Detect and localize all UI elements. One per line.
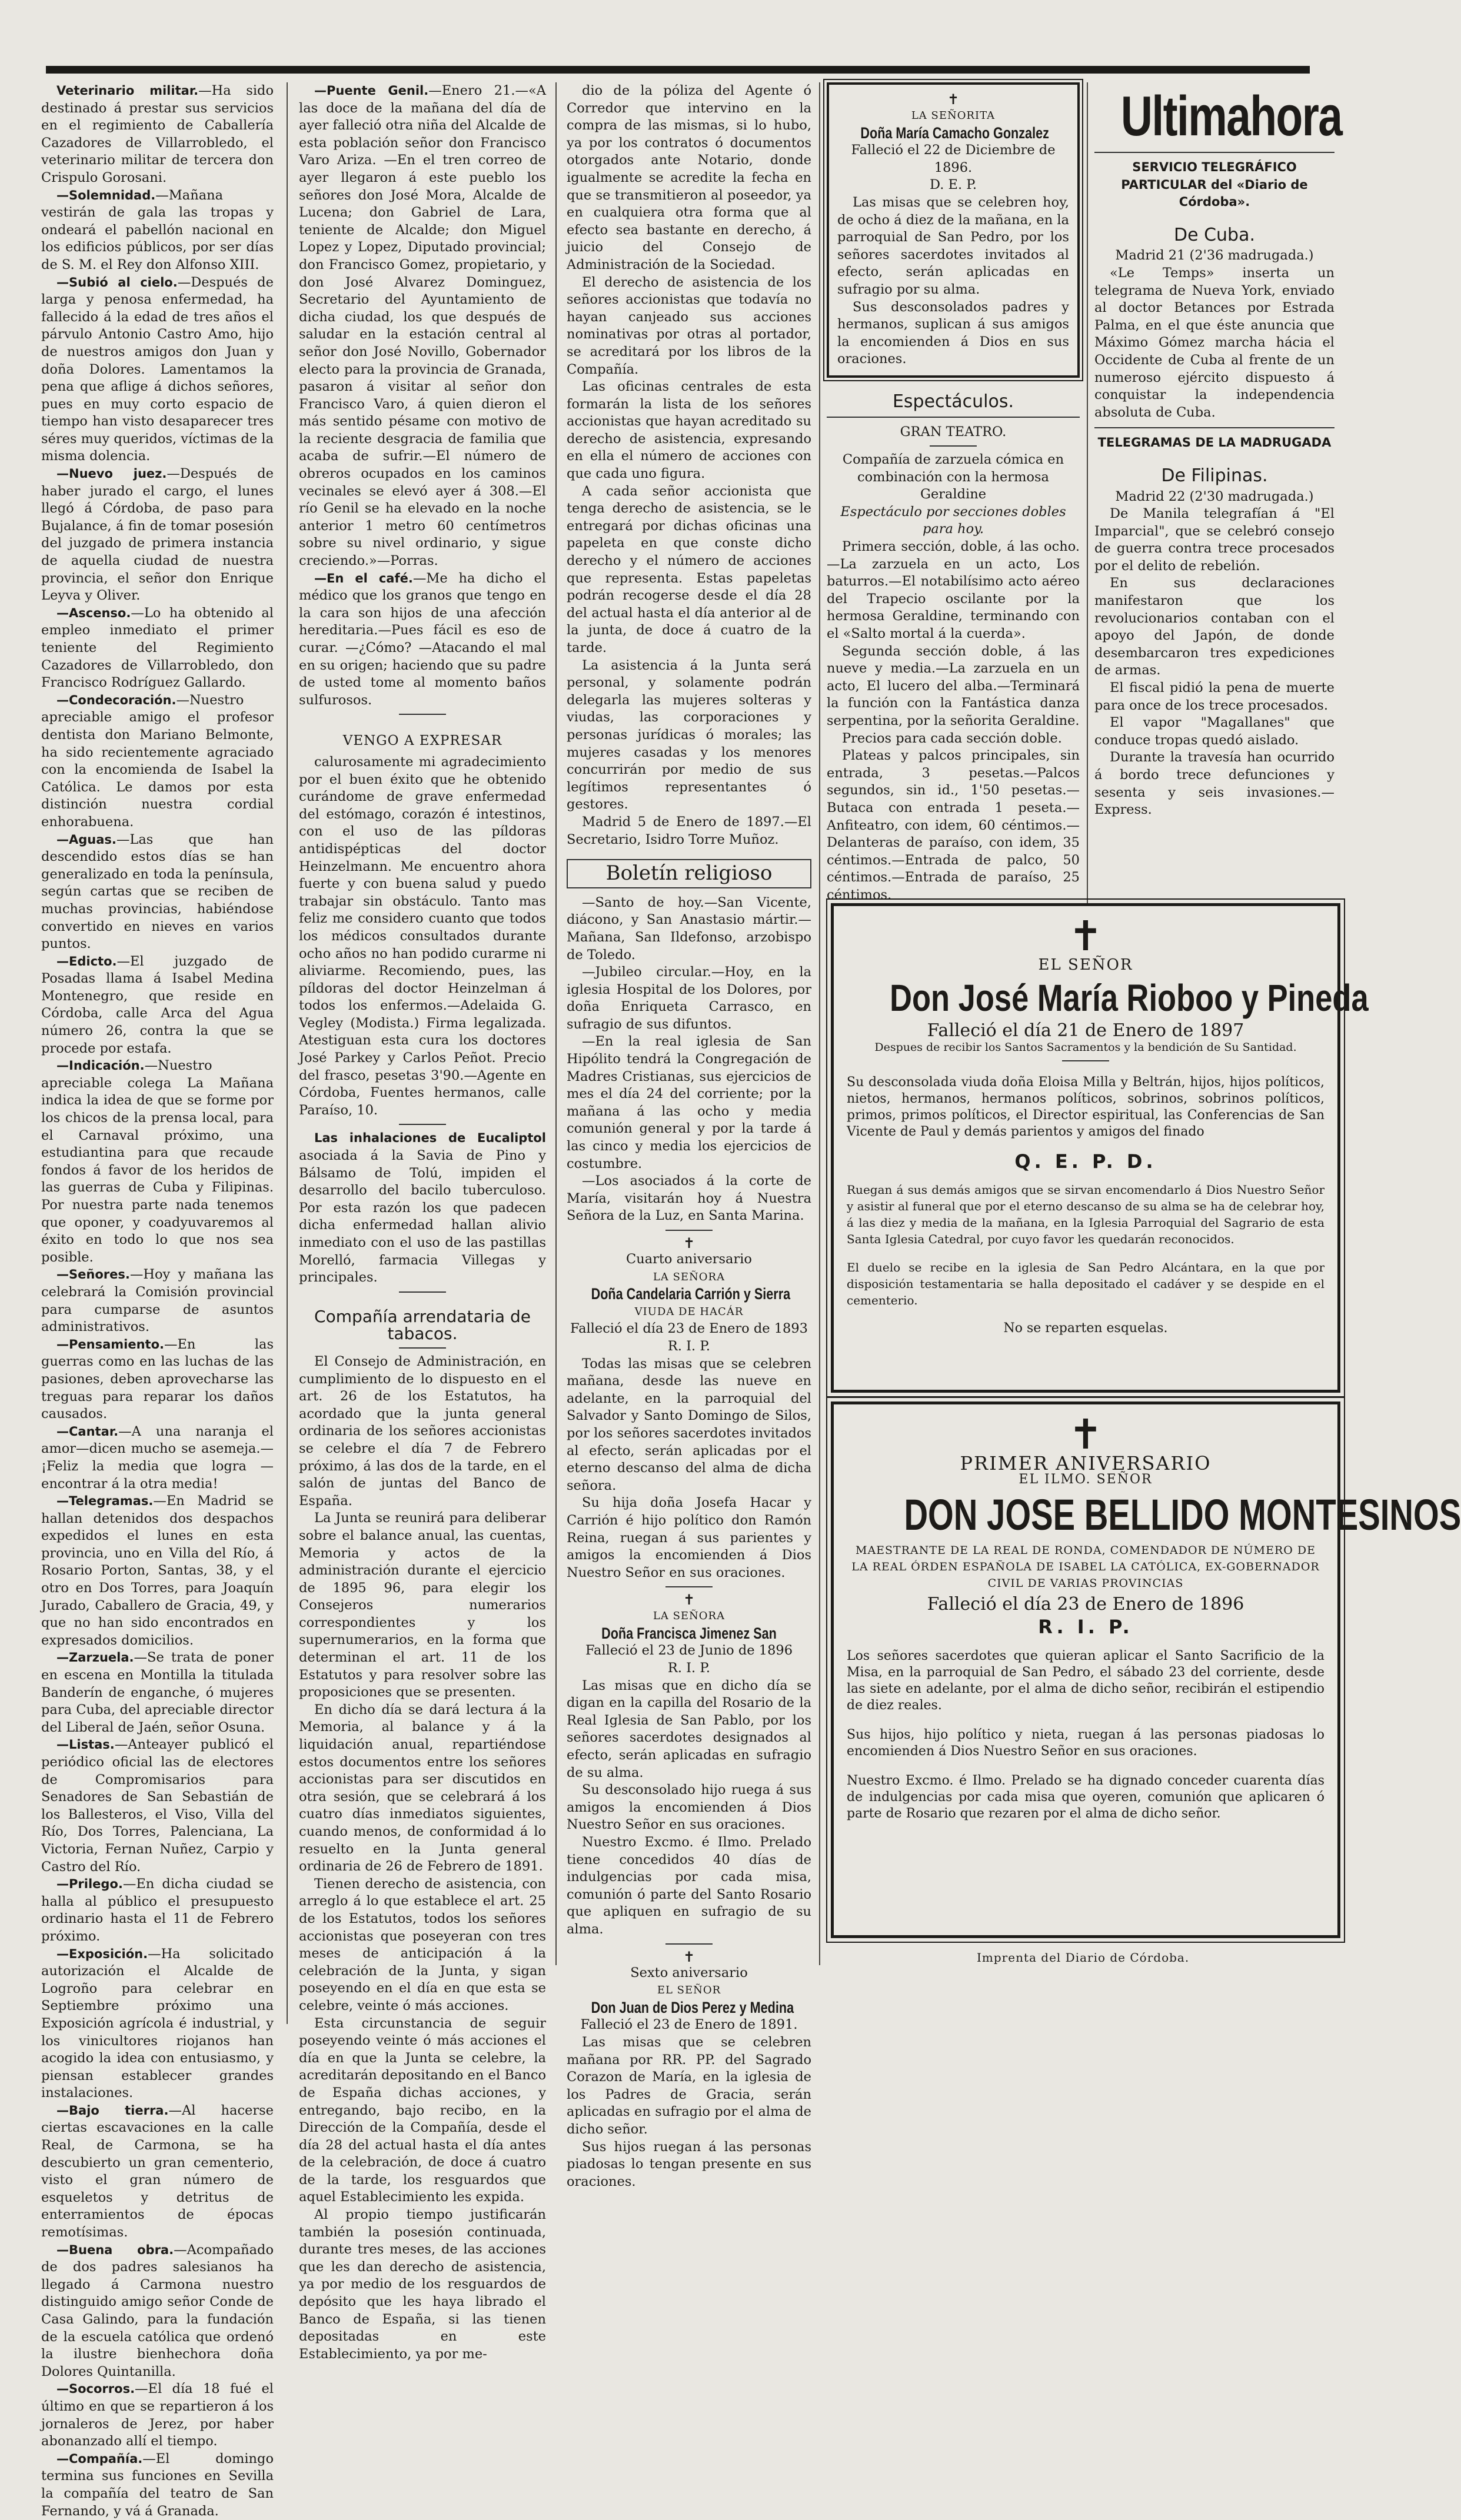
bulletin-paragraph: —Jubileo circular.—Hoy, en la iglesia Hospital de los Dolores, por doña Enriqueta Carrasco, en sufragio de sus difuntos. xyxy=(567,964,811,1032)
obituary-date: Falleció el día 21 de Enero de 1897 xyxy=(927,1020,1244,1041)
printer-imprint: Imprenta del Diario de Córdoba. xyxy=(977,1950,1190,1965)
news-item-keyword: —Señores. xyxy=(56,1267,130,1282)
notice-body xyxy=(299,1353,546,2363)
news-item-text: —Después de haber jurado el cargo, el lunes llegó á Córdoba, de paso para Bujalance, á fin de tomar posesión del juzgado de primera instancia de aquella ciudad de nuestra provincia, el señor don Enrique Leyva y Oliver. xyxy=(41,466,274,604)
obituary-text: Sus desconsolados padres y hermanos, suplican á sus amigos la encomienden á Dios en sus oraciones. xyxy=(837,299,1069,367)
news-item-text: —Al hacerse ciertas escavaciones en la calle Real, de Carmona, se ha descubierto un gran cementerio, visto el gran número de esqueletos y detritus de enterramientos de épocas remotísimas. xyxy=(41,2102,274,2241)
religious-bulletin xyxy=(567,894,811,1225)
cross-icon: ✝ xyxy=(1068,1410,1103,1459)
obituary-date: Falleció el 22 de Diciembre de 1896. xyxy=(851,142,1056,175)
notice-paragraph: Al propio tiempo justificarán también la posesión continuada, durante tres meses, de las acciones que les dan derecho de asistencia, ya por medio de los resguardos de depósito que les haya librado el Banco de España, si las tienen depositadas en este Establecimiento, ya por me- xyxy=(299,2207,546,2362)
obituary-box xyxy=(827,82,1080,378)
obituary-rip: Q. E. P. D. xyxy=(1014,1150,1157,1173)
news-item-text: —Anteayer publicó el periódico oficial las de electores de Compromisarios para Senadores de San Sebastián de los Ballesteros, el Viso, Villa del Río, Dos Torres, Palenciana, La Victoria, Fernan Nuñez, Carpio y Castro del Río. xyxy=(41,1737,274,1875)
notice-paragraph: Madrid 5 de Enero de 1897.—El Secretario, Isidro Torre Muñoz. xyxy=(567,814,811,847)
news-item-keyword: —Pensamiento. xyxy=(56,1337,164,1351)
top-rule xyxy=(46,66,1310,74)
obituary-title: LA SEÑORA xyxy=(653,1270,725,1283)
obituary-rip: R. I. P. xyxy=(667,1338,711,1354)
telegram-paragraph: El fiscal pidió la pena de muerte para once de los trece procesados. xyxy=(1094,680,1334,713)
news-column-4 xyxy=(827,82,1080,918)
show-paragraph: Segunda sección doble, á las nueve y media.—La zarzuela en un acto, El lucero del alba.—Terminará la función con la Fantástica danza serpentina, por la señorita Geraldine. xyxy=(827,643,1080,728)
show-listing xyxy=(827,538,1080,904)
news-item xyxy=(41,1266,274,1336)
obituary-text: Las misas que se celebren hoy, de ocho á diez de la mañana, en la parroquial de San Pedro, por los señores sacerdotes invitados al efecto, serán aplicadas en sufragio por su alma. xyxy=(837,194,1069,297)
notice-paragraph: Tienen derecho de asistencia, con arreglo á lo que establece el art. 25 de los Estatutos, todos los señores accionistas que poseyeran con tres meses de anticipación á la celebración de la Junta, y sigan poseyendo en el día en que esta se celebre, veinte ó más acciones. xyxy=(299,1876,546,2013)
section-heading: De Filipinas. xyxy=(1161,465,1268,486)
obituary-subtitle: Despues de recibir los Santos Sacramentos y la bendición de Su Santidad. xyxy=(874,1041,1297,1054)
obituary-rip: D. E. P. xyxy=(929,177,977,193)
news-column-2 xyxy=(299,82,547,2362)
ad-text: Las inhalaciones de Eucaliptol asociada á la Savia de Pino y Bálsamo de Tolú, impiden el desarrollo del bacilo tuberculoso. Por esta razón los que padecen dicha enfermedad hallan alivio inmediato con el uso de las pastillas Morelló, farmacia Villegas y principales. xyxy=(299,1131,546,1286)
obituary-text: Las misas que se celebren mañana por RR. PP. del Sagrado Corazon de María, en la iglesia de los Padres de Gracia, serán aplicadas en sufragio por el alma de dicho señor. xyxy=(567,2034,811,2137)
separator xyxy=(399,1347,446,1349)
news-item-text: —Las que han descendido estos días se han generalizado en toda la península, según cartas que se reciben de muchas provincias, habiéndose convertido en nieves en varios puntos. xyxy=(41,831,274,952)
separator xyxy=(930,445,977,447)
obituary-title: EL ILMO. SEÑOR xyxy=(1019,1472,1153,1487)
news-item xyxy=(41,605,274,692)
news-item xyxy=(41,1057,274,1266)
news-column-5 xyxy=(1094,82,1342,930)
separator xyxy=(665,1943,713,1945)
news-item-keyword: —Listas. xyxy=(56,1737,115,1752)
obituary-heading: PRIMER ANIVERSARIO xyxy=(960,1452,1212,1474)
obituary-text: Las misas que en dicho día se digan en la capilla del Rosario de la Real Iglesia de San Pablo, por los señores sacerdotes designados al efecto, serán aplicadas en sufragio de su alma. xyxy=(567,1677,811,1780)
bulletin-paragraph: —Los asociados á la corte de María, visitarán hoy á Nuestra Señora de la Luz, en Santa Marina. xyxy=(567,1173,811,1224)
obituary-rip: R. I. P. xyxy=(1038,1616,1133,1638)
cross-icon: ✝ xyxy=(683,1235,695,1251)
news-item xyxy=(41,1876,274,1945)
obituary-body xyxy=(567,2034,811,2191)
dateline: Madrid 21 (2'36 madrugada.) xyxy=(1115,248,1314,264)
news-item-text: —Mañana vestirán de gala las tropas y ondeará el pabellón nacional en los edificios públicos, por ser días de S. M. el Rey don Alfonso XIII. xyxy=(41,187,274,272)
obituary-date: Falleció el día 23 de Enero de 1896 xyxy=(927,1594,1244,1614)
news-item xyxy=(41,2381,274,2450)
obituary-date: Falleció el 23 de Enero de 1891. xyxy=(580,2017,798,2033)
notice-paragraph: Esta circunstancia de seguir poseyendo veinte ó más acciones el día en que la Junta se celebre, la acreditarán depositando en el Banco de España dichas acciones, y entregando, bajo recibo, en la Dirección de la Compañía, desde el día 28 del actual hasta el día antes de la celebración, de doce á cuatro de la tarde, los resguardos que aquel Establecimiento les expida. xyxy=(299,2015,546,2205)
separator xyxy=(1062,1060,1109,1061)
obituary-title: EL SEÑOR xyxy=(657,1984,721,1997)
section-heading: Boletín religioso xyxy=(567,859,811,888)
news-item-text: —Ha solicitado autorización el Alcalde de Logroño para celebrar en Septiembre próximo una Exposición agrícola é industrial, y los vinicultores riojanos han acogido la idea con entusiasmo, y piensan establecer grandes instalaciones. xyxy=(41,1946,274,2101)
news-item-text: —Lo ha obtenido al empleo inmediato el primer teniente del Regimiento Cazadores de Villarrobledo, don Francisco Rodríguez Gallardo. xyxy=(41,605,274,691)
obituary-date: Falleció el día 23 de Enero de 1893 xyxy=(570,1321,808,1337)
obituary-name: DON JOSE BELLIDO MONTESINOS xyxy=(904,1490,1461,1539)
news-item-keyword: —Indicación. xyxy=(56,1058,145,1073)
separator xyxy=(665,1586,713,1587)
dateline: Madrid 22 (2'30 madrugada.) xyxy=(1115,488,1314,504)
obituary-subtitle: VIUDA DE HACÁR xyxy=(634,1305,744,1318)
news-item xyxy=(41,465,274,605)
column-rule xyxy=(555,82,557,1965)
company-name: Compañía de zarzuela cómica en combinación con la hermosa Geraldine xyxy=(842,452,1064,502)
news-item xyxy=(41,1336,274,1423)
obituary-text: Ruegan á sus demás amigos que se sirvan encomendarlo á Dios Nuestro Señor y asistir al funeral que por el eterno descanso de su alma se ha de celebrar hoy, á las diez y media de la mañana, en la Iglesia Parroquial del Sagrario de esta Santa Iglesia Catedral, por cuyo favor les quedarán reconocidos. xyxy=(847,1183,1324,1246)
obituary-heading: Cuarto aniversario xyxy=(626,1251,752,1267)
news-item xyxy=(41,1946,274,2102)
news-column-3 xyxy=(567,82,811,2189)
column-rule xyxy=(1087,82,1088,906)
news-item-keyword: —Cantar. xyxy=(56,1424,119,1439)
notice-paragraph: El derecho de asistencia de los señores accionistas que todavía no hayan canjeado sus acciones nominativas por otras al portador, se acreditará por los libros de la Compañía. xyxy=(567,274,811,377)
obituary-body xyxy=(567,1677,811,1939)
separator xyxy=(399,1291,446,1293)
news-item xyxy=(41,187,274,274)
telegram-paragraph: De Manila telegrafían á "El Imparcial", que se celebró consejo de guerra contra trece procesados por el delito de rebelión. xyxy=(1094,506,1334,574)
obituary-body xyxy=(837,194,1069,368)
obituary-title: LA SEÑORITA xyxy=(911,109,996,122)
bulletin-paragraph: —En la real iglesia de San Hipólito tendrá la Congregación de Madres Cristianas, sus ejercicios de mes el día 24 del corriente; por la mañana á las ocho y media comunión general y por la tarde á las cinco y media los ejercicios de costumbre. xyxy=(567,1034,811,1171)
news-item-keyword: Veterinario militar. xyxy=(56,84,199,98)
news-column-1 xyxy=(41,82,274,2519)
news-item-keyword: —Aguas. xyxy=(56,832,117,847)
news-item-text: —Hoy y mañana las celebrará la Comisión provincial para cumparse de asuntos administrativos. xyxy=(41,1267,274,1335)
obituary-name: Don Juan de Dios Perez y Medina xyxy=(591,1998,794,2016)
news-item xyxy=(41,82,274,187)
news-item xyxy=(41,1736,274,1876)
cross-icon: ✝ xyxy=(1068,912,1103,960)
separator xyxy=(827,417,1080,418)
telegram-paragraph: El vapor "Magallanes" que conduce tropas quedó aislado. xyxy=(1094,715,1334,748)
ultimahora-masthead: Ultimahora xyxy=(1120,85,1342,148)
news-item-text: —El día 18 fué el último en que se repartieron á los jornaleros de Jerez, por haber abonanzado allí el tiempo. xyxy=(41,2381,274,2449)
notice-paragraph: A cada señor accionista que tenga derecho de asistencia, se le entregará por dichas oficinas una papeleta en que conste dicho derecho y el número de acciones que representa. Estas papeletas podrán recogerse desde el día 28 del actual hasta el día anterior al de la junta, de doce á cuatro de la tarde. xyxy=(567,483,811,655)
news-item-keyword: —Buena obra. xyxy=(56,2242,174,2257)
notice-paragraph: En dicho día se dará lectura á la Memoria, al balance y á la liquidación anual, repartiéndose estos documentos entre los señores accionistas para ser discutidos en otra sesión, que se celebrará á los cuatro días inmediatos siguientes, cuando menos, de conformidad á lo resuelto en la Junta general ordinaria de 26 de Febrero de 1891. xyxy=(299,1702,546,1875)
news-item-keyword: —Solemnidad. xyxy=(56,188,156,202)
telegram-text xyxy=(1094,505,1334,819)
separator xyxy=(399,714,446,715)
show-subtitle: Espectáculo por secciones dobles para hoy. xyxy=(840,504,1066,537)
obituary-text: Su desconsolada viuda doña Eloisa Milla y Beltrán, hijos, hijos políticos, nietos, hermanos, hermanos políticos, sobrinos, sobrinos políticos, primos, primos políticos, el Director espiritual, las Conferencias de San Vicente de Paul y demás parientos y amigos del finado xyxy=(847,1075,1324,1139)
obituary-box-rioboo xyxy=(831,903,1369,1393)
news-item-text: —Acompañado de dos padres salesianos ha llegado á Carmona nuestro distinguido amigo señor Conde de Casa Galindo, para la fundación de la escuela católica que ordenó la ilustre bienhechora doña Dolores Quintanilla. xyxy=(41,2242,274,2379)
news-item-keyword: —Nuevo juez. xyxy=(56,467,167,481)
news-item-text: —El juzgado de Posadas llama á Isabel Medina Montenegro, que reside en Córdoba, calle Arca del Agua número 26, contra la que se procede por estafa. xyxy=(41,953,274,1056)
obituary-title: EL SEÑOR xyxy=(1038,956,1133,974)
obituary-subtitle: MAESTRANTE DE LA REAL DE RONDA, COMENDADOR DE NÚMERO DE LA REAL ÓRDEN ESPAÑOLA DE ISABEL LA CATÓLICA, EX-GOBERNADOR CIVIL DE VARIAS PROVINCIAS xyxy=(851,1544,1320,1590)
news-item-keyword: —Telegramas. xyxy=(56,1494,154,1509)
obituary-text: Nuestro Excmo. é Ilmo. Prelado se ha dignado conceder cuarenta días de indulgencias por cada misa que oyeren, comunión que aplicaren ó parte de Rosario que rezaren por el alma de dicho señor. xyxy=(847,1773,1324,1821)
obituary-rip: R. I. P. xyxy=(667,1660,711,1676)
news-item-text: —Nuestro apreciable colega La Mañana indica la idea de que se forme por los chicos de la prensa local, para el Carnaval próximo, una estudiantina para que recaude fondos á favor de los heridos de las guerras de Cuba y Filipinas. Por nuestra parte nada tenemos que oponer, y coadyuvaremos al éxito en todo lo que nos sea posible. xyxy=(41,1058,274,1265)
news-item xyxy=(41,1423,274,1493)
obituary-name: Doña María Camacho Gonzalez xyxy=(860,124,1049,142)
obituary-text: Nuestro Excmo. é Ilmo. Prelado tiene concedidos 40 días de indulgencias por cada misa, comunión ó parte del Santo Rosario que apliquen en sufragio de su alma. xyxy=(567,1835,811,1937)
news-item-text: —En Madrid se hallan detenidos dos despachos expedidos el lunes en esta provincia, uno en Villa del Río, á Rosario Porton, Santas, 38, y el otro en Dos Torres, para Joaquín Jurado, Caballero de Gracia, 49, y que no han sido encontrados en expresados domicilios. xyxy=(41,1493,274,1648)
news-item: —En el café.—Me ha dicho el médico que los granos que tengo en la cara son hijos de una afección hereditaria.—Pues fácil es eso de curar. —¿Cómo? —Atacando el mal en su origen; haciendo que su padre de usted tome al momento baños sulfurosos. xyxy=(299,570,546,708)
obituary-name: Doña Francisca Jimenez San xyxy=(601,1624,777,1642)
cross-icon: ✝ xyxy=(947,91,960,108)
service-line: SERVICIO TELEGRÁFICO PARTICULAR del «Diario de Córdoba». xyxy=(1121,160,1308,209)
news-item xyxy=(41,953,274,1058)
obituary-date: Falleció el 23 de Junio de 1896 xyxy=(585,1643,793,1659)
news-item xyxy=(41,692,274,831)
news-item-keyword: —Compañía. xyxy=(56,2451,143,2466)
separator xyxy=(1094,152,1334,153)
obituary-name: Don José María Rioboo y Pineda xyxy=(890,977,1369,1019)
news-item xyxy=(41,2451,274,2520)
news-item-keyword: —Subió al cielo. xyxy=(56,275,178,289)
bulletin-paragraph: —Santo de hoy.—San Vicente, diácono, y San Anastasio mártir.—Mañana, San Ildefonso, arzobispo de Toledo. xyxy=(567,894,811,963)
news-item xyxy=(41,274,274,466)
news-item-text: —A una naranja el amor—dicen mucho se asemeja.—¡Feliz la media que logra —encontrar á la otra media! xyxy=(41,1423,274,1492)
notice-paragraph: dio de la póliza del Agente ó Corredor que intervino en la compra de las mismas, si lo hubo, ya por los contratos ó documentos otorgados ante Notario, donde igualmente se acredite la fecha en que se transmitieron al poseedor, ya en cualquiera otra forma que al efecto sea bastante en derecho, á juicio del Consejo de Administración de la Sociedad. xyxy=(567,83,811,272)
obituary-name: Doña Candelaria Carrión y Sierra xyxy=(591,1285,791,1303)
notice-paragraph: La Junta se reunirá para deliberar sobre el balance anual, las cuentas, Memoria y actos de la administración durante el ejercicio de 1895 96, para elegir los Consejeros numerarios correspondientes y los supernumerarios, en la forma que determinan el art. 11 de los Estatutos y para resolver sobre las proposiciones que se presenten. xyxy=(299,1510,546,1700)
news-item xyxy=(41,831,274,953)
column-rule xyxy=(287,82,288,2024)
notice-paragraph: El Consejo de Administración, en cumplimiento de lo dispuesto en el art. 26 de los Estatutos, ha acordado que la junta general ordinaria de los señores accionistas se celebre el día 7 de Febrero próximo, á las dos de la tarde, en el salón de juntas del Banco de España. xyxy=(299,1353,546,1509)
column-rule xyxy=(819,82,820,1965)
ad-heading: VENGO A EXPRESAR xyxy=(342,733,502,749)
telegram-paragraph: En sus declaraciones manifestaron que los revolucionarios contaban con el apoyo del Japón, de donde desembarcaron tres expediciones de armas. xyxy=(1094,575,1334,678)
news-item-text: —Se trata de poner en escena en Montilla la titulada Banderín de enganche, ó mujeres para Cuba, del apreciable director del Liberal de Jaén, señor Osuna. xyxy=(41,1650,274,1735)
show-paragraph: Precios para cada sección doble. xyxy=(842,730,1062,746)
obituary-text: Su hija doña Josefa Hacar y Carrión é hijo político don Ramón Reina, ruegan á sus parientes y amigos la encomienden á Dios Nuestro Señor en sus oraciones. xyxy=(567,1495,811,1580)
obituary-text: Su desconsolado hijo ruega á sus amigos la encomienden á Dios Nuestro Señor en sus oraciones. xyxy=(567,1782,811,1833)
telegram-text: «Le Temps» inserta un telegrama de Nueva York, enviado al doctor Betances por Estrada Palma, en el que éste anuncia que Máximo Gómez marcha hácia el Occidente de Cuba al frente de un numeroso ejército dispuesto á conquistar la independencia absoluta de Cuba. xyxy=(1094,265,1334,420)
news-item-keyword: —Bajo tierra. xyxy=(56,2103,169,2118)
news-item-keyword: —Edicto. xyxy=(56,954,117,968)
section-heading: Compañía arrendataria de tabacos. xyxy=(314,1306,531,1344)
separator xyxy=(399,1124,446,1125)
cross-icon: ✝ xyxy=(683,1948,695,1965)
show-paragraph: Plateas y palcos principales, sin entrada, 3 pesetas.—Palcos segundos, sin id., 1'50 pesetas.—Butaca con entrada 1 peseta.—Anfiteatro, con idem, 60 céntimos.—Delanteras de paraíso, con idem, 35 céntimos.—Entrada de palco, 50 céntimos.—Entrada de paraíso, 25 céntimos. xyxy=(827,748,1080,903)
news-item-keyword: —Prilego. xyxy=(56,1877,123,1892)
obituary-note: No se reparten esquelas. xyxy=(1003,1321,1168,1336)
news-item xyxy=(41,2242,274,2381)
news-item-text: —Ha sido destinado á prestar sus servicios en el regimiento de Caballería Cazadores de Villarrobledo, el veterinario militar de tercera don Crispulo Gorosani. xyxy=(41,83,274,185)
obituary-box-bellido xyxy=(831,1402,1461,1938)
section-heading: De Cuba. xyxy=(1173,224,1256,245)
separator xyxy=(665,1230,713,1231)
section-heading: TELEGRAMAS DE LA MADRUGADA xyxy=(1097,435,1332,450)
news-item: —Puente Genil.—Enero 21.—«A las doce de la mañana del día de ayer falleció otra niña del Alcalde de esta población señor don Francisco Varo Ariza. —En el tren correo de ayer llegaron á este pueblo los señores don José Mora, Alcalde de Lucena; don Gabriel de Lara, teniente de Alcalde; don Miguel Lopez y Lopez, Diputado provincial; don Francisco Gomez, propietario, y don José Alvarez Dominguez, Secretario del Ayuntamiento de dicha ciudad, los que después de saludar en la estación central al señor don José Novillo, Gobernador electo para la provincia de Granada, pasaron á visitar al señor don Francisco Varo, á quien dieron el más sentido pésame con motivo de la reciente desgracia de familia que acaba de sufrir.—El número de obreros ocupados en los caminos vecinales se elevó ayer á 308.—El río Genil se ha elevado en la noche anterior 1 metro 60 centímetros sobre su nivel ordinario, y sigue creciendo.»—Porras. xyxy=(299,83,547,569)
news-item-text: —En dicha ciudad se halla al público el presupuesto ordinario hasta el 11 de Febrero próximo. xyxy=(41,1876,274,1944)
news-item xyxy=(41,2102,274,2242)
obituary-body xyxy=(567,1356,811,1582)
news-item-text: —En las guerras como en las luchas de las pasiones, deben aprovecharse las treguas para reparar los daños causados. xyxy=(41,1336,274,1422)
show-paragraph: Primera sección, doble, á las ocho.—La zarzuela en un acto, Los baturros.—El notabilísimo acto aéreo del Trapecio oscilante por la hermosa Geraldine, terminando con el «Salto mortal á la cuerda». xyxy=(827,539,1080,642)
news-item-text: —El domingo termina sus funciones en Sevilla la compañía del teatro de San Fernando, y vá á Granada. xyxy=(41,2451,274,2519)
section-heading: Espectáculos. xyxy=(892,391,1014,412)
obituary-title: LA SEÑORA xyxy=(653,1610,725,1623)
obituary-heading: Sexto aniversario xyxy=(630,1965,748,1980)
news-item-keyword: —Exposición. xyxy=(56,1946,148,1961)
news-item-text: —Después de larga y penosa enfermedad, ha fallecido á la edad de tres años el párvulo Antonio Castro Amo, hijo de nuestros amigos don Juan y doña Dolores. Lamentamos la pena que aflige á dichos señores, pues en muy corto espacio de tiempo han visto desaparecer tres séres muy queridos, víctimas de la misma dolencia. xyxy=(41,274,274,464)
news-item-keyword: —Condecoración. xyxy=(56,693,177,707)
ad-text: calurosamente mi agradecimiento por el buen éxito que he obtenido curándome de grave enfermedad del estómago, corazón é intestinos, con el uso de las píldoras antidispépticas del doctor Heinzelmann. Me encuentro ahora fuerte y con buena salud y puedo trabajar sin obstáculo. Tanto mas feliz me considero cuanto que todos los médicos consultados durante ocho años no han podido curarme ni aliviarme. Recomiendo, pues, las píldoras del doctor Heinzelman á todos los enfermos.—Adelaida G. Vegley (Modista.) Firma legalizada. Atestiguan esta cura los doctores José Parkey y Carlos Peñot. Precio del frasco, pesetas 3'90.—Agente en Córdoba, Fuentes hermanos, calle Paraíso, 10. xyxy=(299,754,546,1118)
news-item xyxy=(41,1649,274,1736)
notice-paragraph: La asistencia á la Junta será personal, y solamente podrán delegarla las mujeres solteras y viudas, las corporaciones y personas jurídicas ó morales; las mujeres casadas y los menores concurrirán por medio de sus legítimos representantes ó gestores. xyxy=(567,657,811,813)
telegram-paragraph: Durante la travesía han ocurrido á bordo trece defunciones y sesenta y seis invasiones.—Express. xyxy=(1094,750,1334,818)
separator xyxy=(1094,427,1334,428)
news-item-keyword: —Ascenso. xyxy=(56,605,131,620)
news-item-text: —Nuestro apreciable amigo el profesor dentista don Mariano Belmonte, ha sido recientemente agraciado con la encomienda de Isabel la Católica. Le damos por esta distinción nuestra cordial enhorabuena. xyxy=(41,692,274,830)
obituary-text: Sus hijos, hijo político y nieta, ruegan á las personas piadosas lo encomienden á Dios Nuestro Señor en sus oraciones. xyxy=(847,1727,1324,1759)
news-item-keyword: —Zarzuela. xyxy=(56,1650,134,1665)
notice-paragraph: Las oficinas centrales de esta formarán la lista de los señores accionistas que hayan acreditado su derecho de asistencia, expresando en ella el número de acciones con que cada uno figura. xyxy=(567,379,811,482)
cross-icon: ✝ xyxy=(683,1592,695,1609)
news-item xyxy=(41,1493,274,1649)
notice-body xyxy=(567,82,811,848)
obituary-text: El duelo se recibe en la iglesia de San Pedro Alcántara, en la que por disposición testamentaria se halla depositado el cadáver y se despide en el cementerio. xyxy=(847,1260,1324,1307)
news-item-keyword: —Socorros. xyxy=(56,2382,135,2396)
obituary-text: Todas las misas que se celebren mañana, desde las nueve en adelante, en la parroquial del Salvador y Santo Domingo de Silos, por los señores sacerdotes invitados al efecto, serán aplicadas por el eterno descanso del alma de dicha señora. xyxy=(567,1356,811,1493)
theatre-name: GRAN TEATRO. xyxy=(900,424,1007,440)
obituary-text: Sus hijos ruegan á las personas piadosas lo tengan presente en sus oraciones. xyxy=(567,2139,811,2189)
obituary-text: Los señores sacerdotes que quieran aplicar el Santo Sacrificio de la Misa, en la parroquial de San Pedro, el sábado 23 del corriente, desde las siete en adelante, por el alma de dicho señor, recibirán el estipendio de diez reales. xyxy=(847,1649,1324,1713)
